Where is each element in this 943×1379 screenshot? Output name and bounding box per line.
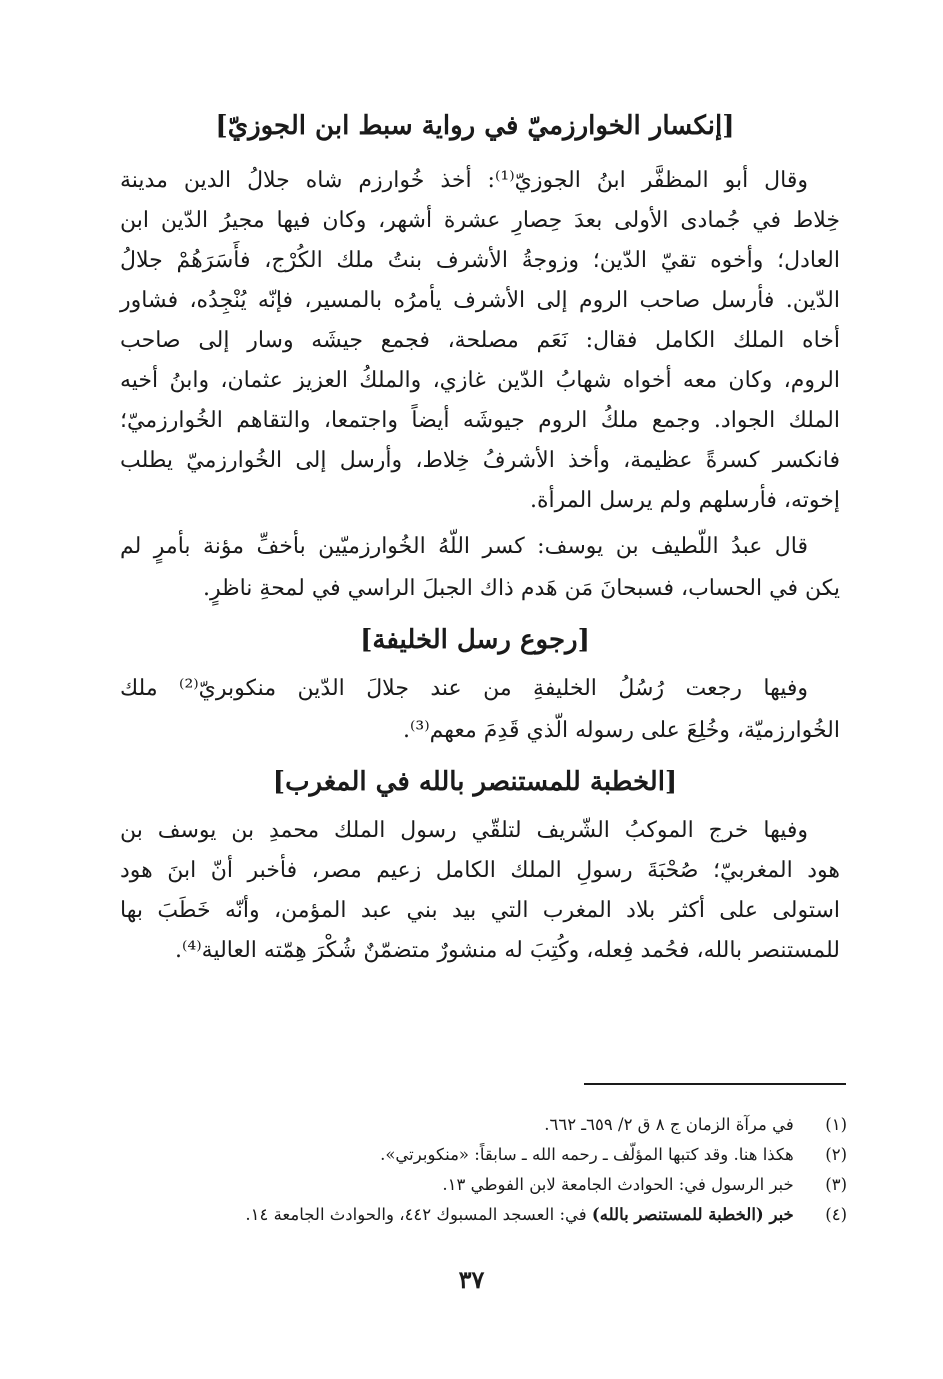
text-line: قال عبدُ اللّطيف بن يوسف: كسر اللّهُ الخُوارزميّين بأخفِّ مؤنة بأمرٍ لم	[120, 534, 808, 559]
footnote-number: (٣)	[825, 1175, 847, 1194]
text-line: للمستنصر بالله، فحُمد فِعله، وكُتِبَ له منشورٌ متضمّنٌ شُكْرَ هِمّته العالية⁽⁴⁾.	[175, 938, 840, 963]
text-line: استولى على أكثر بلاد المغرب التي بيد بني عبد المؤمن، وأنّه خَطَبَ بها	[120, 898, 840, 923]
text-line: العادل؛ وأخوه تقيّ الدّين؛ وزوجةُ الأشرف بنتُ ملك الكُرْج، فأَسَرَهُمْ جلالُ	[120, 248, 840, 273]
footnote	[107, 1140, 847, 1170]
footnote-text: في: العسجد المسبوك ٤٤٢، والحوادث الجامعة ١٤.	[245, 1205, 592, 1224]
text-line: فانكسر كسرةً عظيمة، وأخذ الأشرفُ خِلاط، وأرسل إلى الخُوارزميّ يطلب	[120, 448, 840, 473]
footnote-number: (١)	[825, 1115, 847, 1134]
text-line: الدّين. فأرسل صاحب الروم إلى الأشرف يأمرُه بالمسير، فإنّه يُنْجِدُه، فشاور	[120, 288, 840, 313]
footnote-separator	[584, 1083, 846, 1085]
text-line: هود المغربيّ؛ صُحْبَةَ رسولِ الملك الكامل زعيم مصر، فأخبر أنّ ابنَ هود	[120, 858, 840, 883]
text-line: أخاه الملك الكامل فقال: نَعَم مصلحة، فجمع جيشَه وسار إلى صاحب	[120, 328, 840, 353]
text-line: خِلاط في جُمادى الأولى بعدَ حِصارِ عشرة أشهر، وكان فيها مجيرُ الدّين ابن	[120, 208, 840, 233]
footnote-number: (٤)	[825, 1205, 847, 1224]
text-line: يكن في الحساب، فسبحانَ مَن هَدم ذاك الجبلَ الراسي في لمحةِ ناظرٍ.	[202, 576, 840, 601]
page-number: ٣٧	[458, 1265, 485, 1294]
footnote	[107, 1200, 847, 1230]
text-line: الملك الجواد. وجمع ملكُ الروم جيوشَه أيضاً واجتمعا، والتقاهم الخُوارزميّ؛	[120, 408, 840, 433]
footnote	[107, 1110, 847, 1140]
footnote-text: خبر الرسول في: الحوادث الجامعة لابن الفوطي ١٣.	[442, 1175, 794, 1194]
text-line: الخُوارزميّة، وخُلِعَ على رسوله الّذي قَدِمَ معهم⁽³⁾.	[403, 718, 840, 743]
footnote-text: هكذا هنا. وقد كتبها المؤلّف ـ رحمه الله ـ سابقاً: «منكوبرتي».	[380, 1145, 794, 1164]
text-line: وفيها رجعت رُسُلُ الخليفةِ من عند جلالَ الدّين منكوبريّ⁽²⁾ ملك	[120, 676, 808, 701]
footnote-lead: خبر (الخطبة للمستنصر بالله)	[591, 1205, 794, 1224]
section-heading: [رجوع رسل الخليفة]	[360, 625, 590, 655]
footnote-number: (٢)	[825, 1145, 847, 1164]
text-line: وقال أبو المظفَّر ابنُ الجوزيّ⁽¹⁾: أخذ خُوارزم شاه جلالُ الدين مدينة	[120, 168, 808, 193]
text-line: إخوته، فأرسلهم ولم يرسل المرأة.	[529, 488, 840, 513]
text-line: وفيها خرج الموكبُ الشّريف لتلقّي رسول الملك محمدِ بن يوسف بن	[120, 818, 808, 843]
text-line: الروم، وكان معه أخواه شهابُ الدّين غازي، والملكُ العزيز عثمان، وابنُ أخيه	[120, 368, 840, 393]
footnote-text: في مرآة الزمان ج ٨ ق ٢/ ٦٥٩ـ ٦٦٢.	[544, 1115, 794, 1134]
section-heading: [إنكسار الخوارزميّ في رواية سبط ابن الجوزيّ]	[215, 111, 735, 141]
section-heading: [الخطبة للمستنصر بالله في المغرب]	[272, 767, 678, 797]
footnote	[107, 1170, 847, 1200]
